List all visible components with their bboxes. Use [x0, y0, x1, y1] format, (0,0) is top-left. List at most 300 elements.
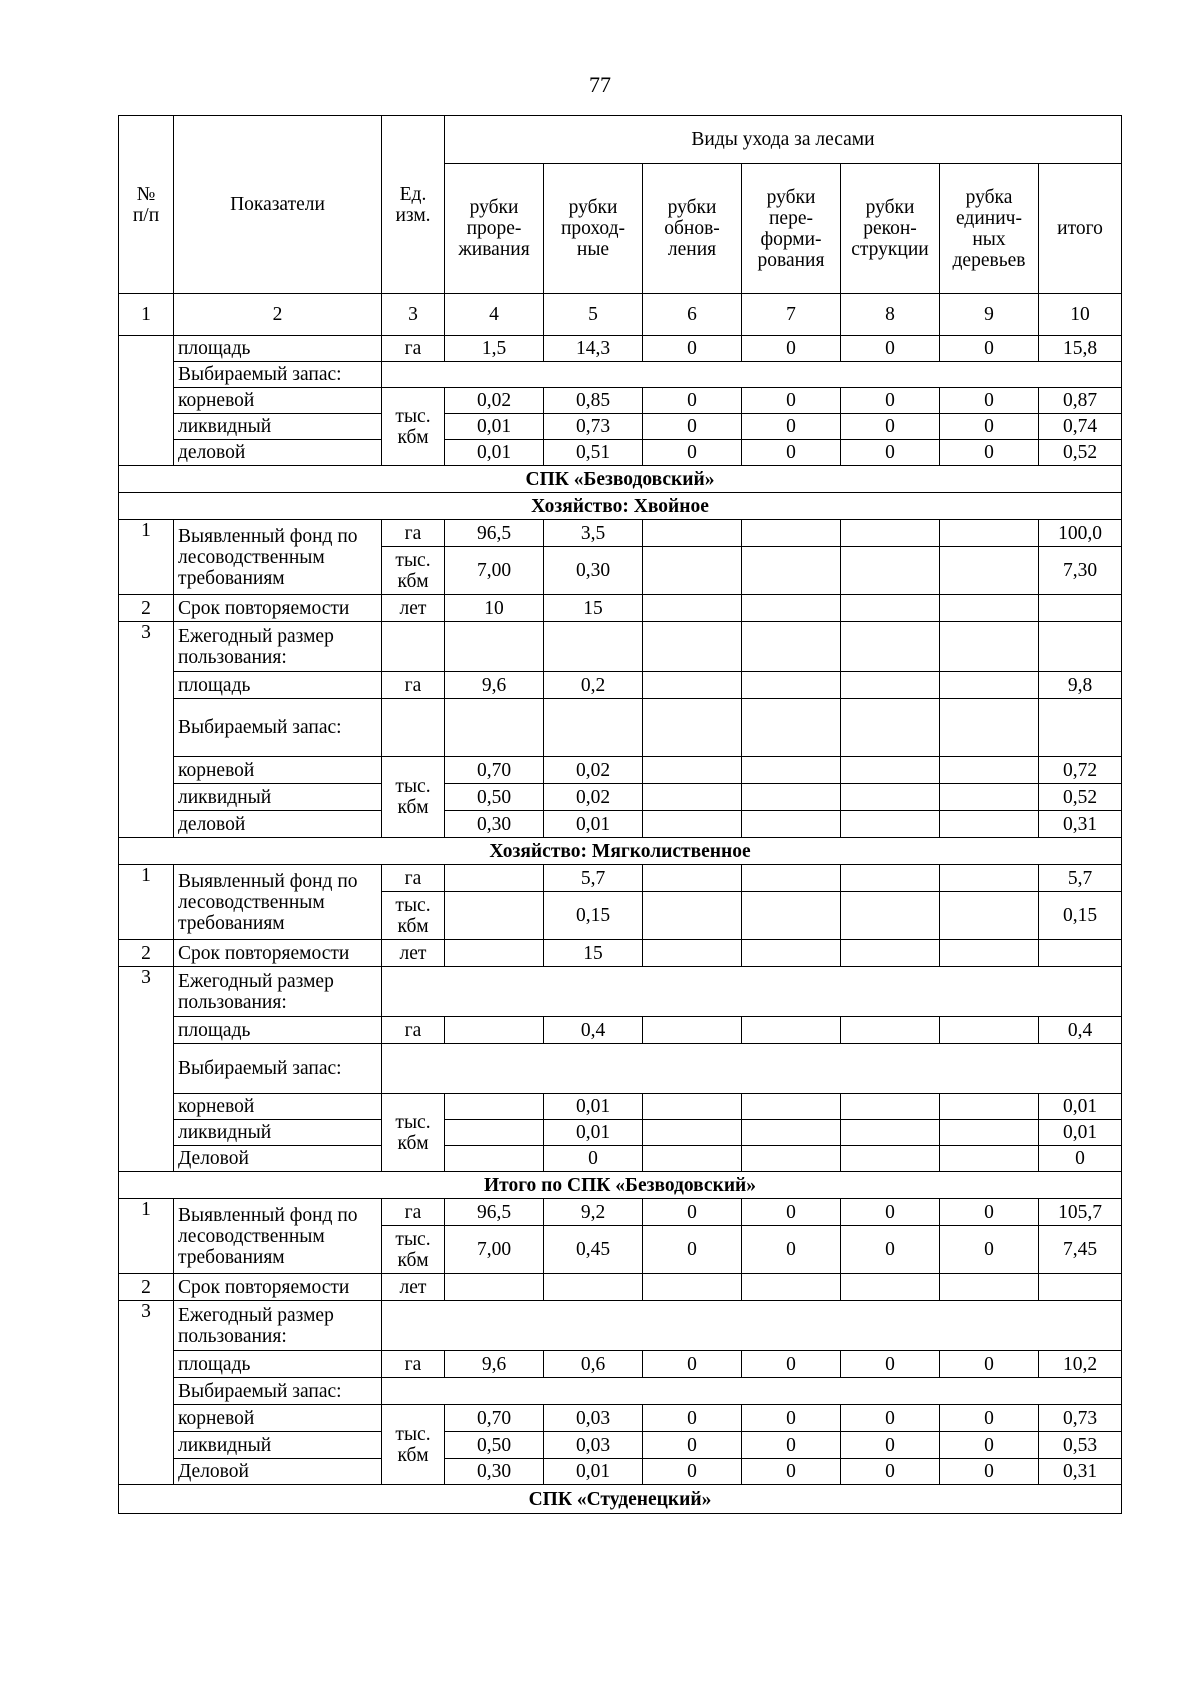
value-cell: 0 [940, 440, 1039, 466]
value-cell: 0 [742, 414, 841, 440]
value-cell: 0 [940, 1405, 1039, 1432]
row-label: площадь [174, 336, 382, 362]
value-cell: 0,30 [445, 1459, 544, 1485]
empty-cell [940, 622, 1039, 672]
value-cell [940, 1017, 1039, 1044]
value-cell: 15 [544, 595, 643, 622]
value-cell [643, 1274, 742, 1301]
value-cell: 0 [742, 440, 841, 466]
value-cell [445, 865, 544, 892]
value-cell [742, 1274, 841, 1301]
row-number: 2 [119, 1274, 174, 1301]
row-label: деловой [174, 440, 382, 466]
table-row [119, 865, 1122, 892]
col-number: 7 [742, 294, 841, 336]
table-row [119, 595, 1122, 622]
value-cell: 9,6 [445, 1351, 544, 1378]
value-cell [1039, 595, 1122, 622]
table-row [119, 1017, 1122, 1044]
value-cell: 0,87 [1039, 388, 1122, 414]
section-row [119, 493, 1122, 520]
row-number: 3 [119, 1301, 174, 1485]
value-cell [643, 757, 742, 784]
table-row [119, 1199, 1122, 1226]
col-number: 10 [1039, 294, 1122, 336]
section-row [119, 1172, 1122, 1199]
value-cell [841, 1146, 940, 1172]
row-label: Срок повторяемости [174, 1274, 382, 1301]
value-cell [445, 1274, 544, 1301]
value-cell: 0,53 [1039, 1432, 1122, 1459]
value-cell: 96,5 [445, 1199, 544, 1226]
value-cell: 0 [940, 336, 1039, 362]
value-cell [742, 1017, 841, 1044]
value-cell [445, 1146, 544, 1172]
value-cell [643, 892, 742, 940]
empty-cell [1039, 699, 1122, 757]
value-cell: 0,01 [544, 1459, 643, 1485]
value-cell: 9,8 [1039, 672, 1122, 699]
value-cell: 0,02 [544, 784, 643, 811]
value-cell: 0 [841, 414, 940, 440]
value-cell [841, 757, 940, 784]
empty-cell [841, 699, 940, 757]
value-cell [940, 1146, 1039, 1172]
value-cell [940, 547, 1039, 595]
table-row [119, 1405, 1122, 1432]
value-cell [643, 1094, 742, 1120]
value-cell: 3,5 [544, 520, 643, 547]
unit-cell: га [382, 1351, 445, 1378]
value-cell [445, 892, 544, 940]
unit-cell: га [382, 520, 445, 547]
table-row [119, 1044, 1122, 1094]
value-cell: 0 [643, 1459, 742, 1485]
row-number: 1 [119, 1199, 174, 1274]
row-number: 1 [119, 865, 174, 940]
unit-cell: га [382, 336, 445, 362]
value-cell: 10 [445, 595, 544, 622]
header-type-single-trees: рубка единич- ных деревьев [940, 164, 1039, 294]
value-cell: 0,4 [544, 1017, 643, 1044]
row-label: площадь [174, 1351, 382, 1378]
value-cell: 0,51 [544, 440, 643, 466]
unit-cell: тыс. кбм [382, 1405, 445, 1485]
row-label: площадь [174, 1017, 382, 1044]
table-row [119, 388, 1122, 414]
header-indicators: Показатели [174, 116, 382, 294]
value-cell: 7,00 [445, 547, 544, 595]
value-cell [940, 892, 1039, 940]
row-label: Выявленный фонд по лесоводственным требованиям [174, 520, 382, 595]
value-cell: 0 [841, 1351, 940, 1378]
value-cell: 0,15 [1039, 892, 1122, 940]
table-row [119, 699, 1122, 757]
value-cell: 0 [643, 1199, 742, 1226]
value-cell: 7,00 [445, 1226, 544, 1274]
value-cell: 14,3 [544, 336, 643, 362]
empty-cell [643, 622, 742, 672]
value-cell [742, 595, 841, 622]
value-cell: 0 [742, 388, 841, 414]
value-cell [742, 547, 841, 595]
row-label: деловой [174, 811, 382, 838]
row-label: ликвидный [174, 1120, 382, 1146]
value-cell: 100,0 [1039, 520, 1122, 547]
row-label: корневой [174, 388, 382, 414]
header-num: № п/п [119, 116, 174, 294]
unit-cell: тыс. кбм [382, 1094, 445, 1172]
value-cell: 0,70 [445, 757, 544, 784]
section-title: СПК «Безводовский» [119, 466, 1122, 493]
value-cell [742, 672, 841, 699]
value-cell: 7,45 [1039, 1226, 1122, 1274]
value-cell: 0 [841, 336, 940, 362]
table-row [119, 1146, 1122, 1172]
value-cell [841, 1017, 940, 1044]
value-cell: 9,6 [445, 672, 544, 699]
value-cell [940, 520, 1039, 547]
table-row [119, 440, 1122, 466]
row-label: Деловой [174, 1459, 382, 1485]
value-cell: 15 [544, 940, 643, 967]
table-row [119, 520, 1122, 547]
value-cell: 0,03 [544, 1432, 643, 1459]
value-cell: 0,50 [445, 1432, 544, 1459]
value-cell: 0 [940, 1459, 1039, 1485]
value-cell: 0 [940, 388, 1039, 414]
value-cell: 0,4 [1039, 1017, 1122, 1044]
value-cell [940, 1120, 1039, 1146]
value-cell: 0 [643, 336, 742, 362]
value-cell: 0 [742, 1351, 841, 1378]
empty-cell [544, 622, 643, 672]
value-cell [841, 1094, 940, 1120]
value-cell [742, 940, 841, 967]
row-label: Выявленный фонд по лесоводственным требованиям [174, 1199, 382, 1274]
value-cell [544, 1274, 643, 1301]
empty-cell [544, 699, 643, 757]
empty-cell [742, 699, 841, 757]
col-number: 2 [174, 294, 382, 336]
value-cell [445, 1120, 544, 1146]
row-label: Выбираемый запас: [174, 1378, 382, 1405]
table-row [119, 362, 1122, 388]
empty-cell [382, 1378, 1122, 1405]
value-cell: 0,72 [1039, 757, 1122, 784]
value-cell: 0 [643, 414, 742, 440]
col-number: 8 [841, 294, 940, 336]
value-cell: 0,31 [1039, 811, 1122, 838]
section-title: СПК «Студенецкий» [119, 1485, 1122, 1514]
col-number: 1 [119, 294, 174, 336]
value-cell: 0 [940, 1432, 1039, 1459]
value-cell [643, 865, 742, 892]
col-number: 3 [382, 294, 445, 336]
value-cell [940, 672, 1039, 699]
value-cell [841, 1120, 940, 1146]
value-cell: 0,52 [1039, 440, 1122, 466]
row-number: 2 [119, 940, 174, 967]
value-cell [841, 520, 940, 547]
row-label: Ежегодный размер пользования: [174, 1301, 382, 1351]
empty-cell [1039, 622, 1122, 672]
unit-cell: тыс. кбм [382, 892, 445, 940]
value-cell: 0 [742, 1405, 841, 1432]
header-type-total: итого [1039, 164, 1122, 294]
value-cell: 10,2 [1039, 1351, 1122, 1378]
value-cell: 0,01 [445, 414, 544, 440]
value-cell [643, 1017, 742, 1044]
table-row [119, 336, 1122, 362]
value-cell [841, 811, 940, 838]
header-type-reconstruction: рубки рекон- струкции [841, 164, 940, 294]
empty-cell [119, 336, 174, 466]
value-cell [940, 784, 1039, 811]
value-cell [841, 547, 940, 595]
value-cell [643, 672, 742, 699]
header-care-types: Виды ухода за лесами [445, 116, 1122, 164]
value-cell [643, 547, 742, 595]
unit-cell: тыс. кбм [382, 757, 445, 838]
table-row [119, 1432, 1122, 1459]
value-cell [841, 865, 940, 892]
row-label: ликвидный [174, 784, 382, 811]
unit-cell: лет [382, 595, 445, 622]
value-cell [742, 520, 841, 547]
empty-cell [382, 1301, 1122, 1351]
value-cell [643, 940, 742, 967]
table-row [119, 622, 1122, 672]
row-label: ликвидный [174, 1432, 382, 1459]
value-cell [940, 757, 1039, 784]
value-cell: 0,45 [544, 1226, 643, 1274]
value-cell [841, 892, 940, 940]
value-cell [742, 811, 841, 838]
value-cell: 0,73 [1039, 1405, 1122, 1432]
value-cell: 0,6 [544, 1351, 643, 1378]
section-row [119, 1485, 1122, 1514]
value-cell [940, 595, 1039, 622]
value-cell: 0,01 [544, 1094, 643, 1120]
table-row [119, 1274, 1122, 1301]
header-type-thinning: рубки проре- живания [445, 164, 544, 294]
value-cell [742, 1094, 841, 1120]
col-number: 4 [445, 294, 544, 336]
value-cell: 0,15 [544, 892, 643, 940]
value-cell [841, 1274, 940, 1301]
empty-cell [382, 699, 445, 757]
value-cell: 0 [643, 1432, 742, 1459]
row-number: 2 [119, 595, 174, 622]
table-row [119, 940, 1122, 967]
header-type-passage: рубки проход- ные [544, 164, 643, 294]
unit-cell: тыс. кбм [382, 547, 445, 595]
empty-cell [841, 622, 940, 672]
value-cell [1039, 940, 1122, 967]
value-cell: 9,2 [544, 1199, 643, 1226]
row-label: Срок повторяемости [174, 940, 382, 967]
value-cell: 0 [841, 388, 940, 414]
forest-care-table [118, 115, 1122, 1514]
table-row [119, 784, 1122, 811]
value-cell: 0 [841, 1199, 940, 1226]
row-label: ликвидный [174, 414, 382, 440]
row-label: Выбираемый запас: [174, 699, 382, 757]
header-unit: Ед. изм. [382, 116, 445, 294]
value-cell [742, 892, 841, 940]
table-row [119, 1378, 1122, 1405]
value-cell [940, 1094, 1039, 1120]
table-row [119, 1301, 1122, 1351]
value-cell: 0,73 [544, 414, 643, 440]
value-cell: 0,74 [1039, 414, 1122, 440]
value-cell: 0 [742, 336, 841, 362]
value-cell: 0 [544, 1146, 643, 1172]
empty-cell [940, 699, 1039, 757]
unit-cell: га [382, 865, 445, 892]
unit-cell: га [382, 1017, 445, 1044]
row-label: Срок повторяемости [174, 595, 382, 622]
value-cell [643, 811, 742, 838]
value-cell [940, 865, 1039, 892]
value-cell: 0 [841, 1226, 940, 1274]
value-cell: 0,2 [544, 672, 643, 699]
row-label: корневой [174, 757, 382, 784]
value-cell: 0 [742, 1226, 841, 1274]
value-cell: 15,8 [1039, 336, 1122, 362]
value-cell: 0,03 [544, 1405, 643, 1432]
value-cell: 1,5 [445, 336, 544, 362]
value-cell: 0 [940, 1226, 1039, 1274]
value-cell [445, 940, 544, 967]
unit-cell: га [382, 1199, 445, 1226]
value-cell: 0 [940, 1199, 1039, 1226]
section-row [119, 838, 1122, 865]
value-cell: 5,7 [544, 865, 643, 892]
unit-cell: лет [382, 940, 445, 967]
value-cell: 0 [841, 440, 940, 466]
section-title: Итого по СПК «Безводовский» [119, 1172, 1122, 1199]
value-cell: 0,85 [544, 388, 643, 414]
value-cell: 5,7 [1039, 865, 1122, 892]
value-cell [1039, 1274, 1122, 1301]
value-cell: 0,02 [544, 757, 643, 784]
section-row [119, 466, 1122, 493]
value-cell: 0 [841, 1405, 940, 1432]
table-row [119, 1120, 1122, 1146]
value-cell [742, 784, 841, 811]
empty-cell [643, 699, 742, 757]
value-cell: 0 [742, 1459, 841, 1485]
value-cell [742, 757, 841, 784]
row-label: корневой [174, 1094, 382, 1120]
row-label: Ежегодный размер пользования: [174, 622, 382, 672]
value-cell: 0,30 [544, 547, 643, 595]
value-cell: 0,01 [1039, 1094, 1122, 1120]
value-cell: 0,02 [445, 388, 544, 414]
value-cell: 0,70 [445, 1405, 544, 1432]
row-label: Выбираемый запас: [174, 1044, 382, 1094]
value-cell: 0 [643, 440, 742, 466]
value-cell: 0 [841, 1459, 940, 1485]
col-number: 5 [544, 294, 643, 336]
row-label: Выбираемый запас: [174, 362, 382, 388]
value-cell: 0 [643, 1405, 742, 1432]
table-row [119, 967, 1122, 1017]
row-label: Выявленный фонд по лесоводственным требованиям [174, 865, 382, 940]
unit-cell: га [382, 672, 445, 699]
value-cell [643, 784, 742, 811]
value-cell [643, 1120, 742, 1146]
row-number: 1 [119, 520, 174, 595]
header-type-renewal: рубки обнов- ления [643, 164, 742, 294]
value-cell [643, 595, 742, 622]
unit-cell: тыс. кбм [382, 388, 445, 466]
value-cell: 0 [643, 1226, 742, 1274]
value-cell [841, 784, 940, 811]
value-cell: 0 [742, 1432, 841, 1459]
row-number: 3 [119, 622, 174, 838]
value-cell: 96,5 [445, 520, 544, 547]
row-label: корневой [174, 1405, 382, 1432]
value-cell: 105,7 [1039, 1199, 1122, 1226]
empty-cell [382, 1044, 1122, 1094]
section-title: Хозяйство: Мягколиственное [119, 838, 1122, 865]
column-numbers-row [119, 294, 1122, 336]
header-row-1 [119, 116, 1122, 164]
row-number: 3 [119, 967, 174, 1172]
row-label: Ежегодный размер пользования: [174, 967, 382, 1017]
table-row [119, 757, 1122, 784]
value-cell: 0 [841, 1432, 940, 1459]
table-row [119, 811, 1122, 838]
value-cell: 7,30 [1039, 547, 1122, 595]
empty-cell [382, 967, 1122, 1017]
table-row [119, 672, 1122, 699]
value-cell: 0,01 [544, 1120, 643, 1146]
col-number: 9 [940, 294, 1039, 336]
value-cell [841, 595, 940, 622]
value-cell: 0,30 [445, 811, 544, 838]
value-cell: 0 [643, 388, 742, 414]
value-cell [742, 1146, 841, 1172]
empty-cell [382, 622, 445, 672]
value-cell: 0,52 [1039, 784, 1122, 811]
row-label: Деловой [174, 1146, 382, 1172]
table-row [119, 1459, 1122, 1485]
row-label: площадь [174, 672, 382, 699]
section-title: Хозяйство: Хвойное [119, 493, 1122, 520]
page-number: 77 [589, 72, 611, 97]
value-cell [940, 940, 1039, 967]
table-row [119, 414, 1122, 440]
value-cell: 0,01 [1039, 1120, 1122, 1146]
value-cell: 0 [742, 1199, 841, 1226]
value-cell [841, 940, 940, 967]
table-row [119, 1351, 1122, 1378]
empty-cell [742, 622, 841, 672]
table-row [119, 1094, 1122, 1120]
header-type-reforming: рубки пере- форми- рования [742, 164, 841, 294]
value-cell: 0,50 [445, 784, 544, 811]
empty-cell [445, 622, 544, 672]
value-cell [643, 520, 742, 547]
value-cell: 0,01 [544, 811, 643, 838]
value-cell [742, 1120, 841, 1146]
value-cell: 0 [1039, 1146, 1122, 1172]
value-cell: 0,31 [1039, 1459, 1122, 1485]
